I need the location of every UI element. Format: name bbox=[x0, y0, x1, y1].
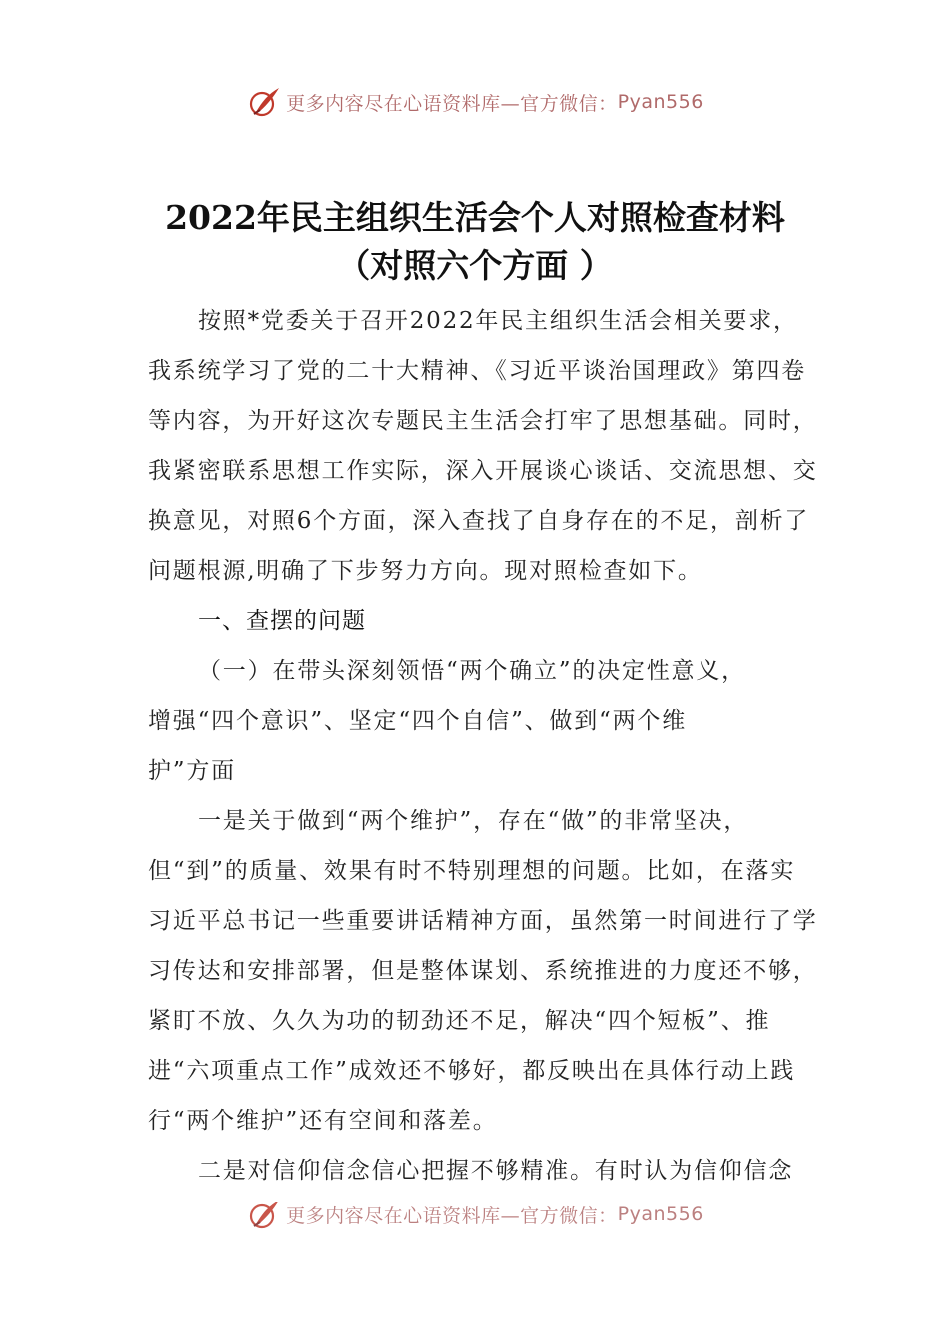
footer-banner-id: Pyan556 bbox=[617, 1203, 704, 1225]
body-paragraph-1: 一是关于做到“两个维护”，存在“做”的非常坚决，但“到”的质量、效果有时不特别理想的问题。比如，在落实习近平总书记一些重要讲话精神方面，虽然第一时间进行了学习传达和安排部署，但是整体谋划、系统推进的力度还不够，紧盯不放、久久为功的韧劲还不足，解决“四个短板”、推进“六项重点工作”成效还不够好，都反映出在具体行动上践行“两个维护”还有空间和落差。 bbox=[148, 808, 818, 1134]
body-paragraph-2: 二是对信仰信念信心把握不够精准。有时认为信仰信念 bbox=[198, 1158, 794, 1184]
footer-banner-text: 更多内容尽在心语资料库—官方微信： bbox=[286, 1204, 618, 1227]
quill-logo-icon bbox=[246, 1202, 282, 1232]
header-banner-id: Pyan556 bbox=[617, 91, 704, 113]
document-title-line1: 2022年民主组织生活会个人对照检查材料 bbox=[165, 198, 785, 237]
subsection-heading bbox=[148, 646, 818, 796]
intro-paragraph: 按照*党委关于召开2022年民主组织生活会相关要求，我系统学习了党的二十大精神、《习近平谈治国理政》第四卷等内容，为开好这次专题民主生活会打牢了思想基础。同时，我紧密联系思想工作实际，深入开展谈心谈话、交流思想、交换意见，对照6个方面，深入查找了自身存在的不足，剖析了问题根源,明确了下步努力方向。现对照检查如下。 bbox=[148, 308, 818, 584]
document-title-line2: （对照六个方面 ） bbox=[337, 246, 613, 285]
section-heading: 一、查摆的问题 bbox=[198, 608, 366, 634]
header-banner-text: 更多内容尽在心语资料库—官方微信： bbox=[286, 92, 618, 115]
header-banner bbox=[0, 82, 950, 122]
footer-banner bbox=[0, 1202, 950, 1238]
subsection-heading-line3: 护”方面 bbox=[148, 758, 236, 784]
document-body bbox=[148, 296, 818, 1196]
quill-logo-icon bbox=[246, 84, 282, 120]
subsection-heading-line1: （一）在带头深刻领悟“两个确立”的决定性意义， bbox=[198, 658, 746, 684]
subsection-heading-line2: 增强“四个意识”、坚定“四个自信”、做到“两个维 bbox=[148, 708, 687, 734]
